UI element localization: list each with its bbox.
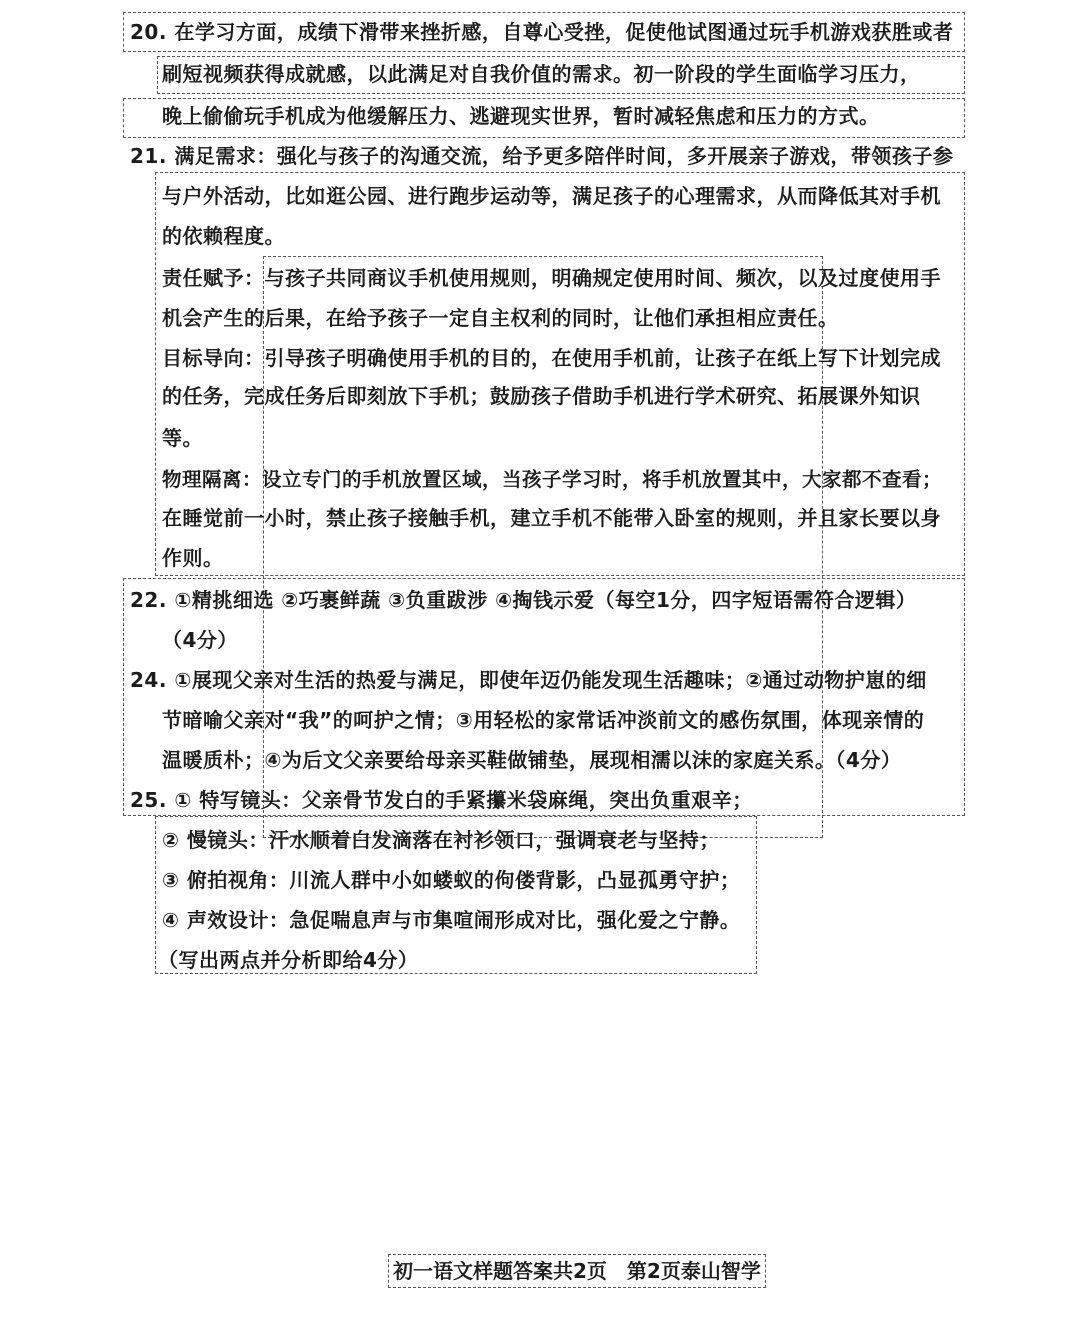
- q21-line6: 目标导向：引导孩子明确使用手机的目的，在使用手机前，让孩子在纸上写下计划完成: [162, 346, 941, 370]
- q24-line3: 温暖质朴；④为后文父亲要给母亲买鞋做铺垫，展现相濡以沫的家庭关系。（4分）: [162, 748, 902, 772]
- q25-line4: ④ 声效设计：急促喘息声与市集喧闹形成对比，强化爱之宁静。: [162, 908, 741, 932]
- page-footer: 初一语文样题答案共2页 第2页泰山智学: [388, 1254, 766, 1288]
- q25-line1: 25. ① 特写镜头：父亲骨节发白的手紧攥米袋麻绳，突出负重艰辛；: [130, 788, 753, 812]
- q24-line2: 节暗喻父亲对“我”的呵护之情；③用轻松的家常话冲淡前文的感伤氛围，体现亲情的: [162, 708, 925, 732]
- q22-line1: 22. ①精挑细选 ②巧裹鲜蔬 ③负重跋涉 ④掏钱示爱（每空1分，四字短语需符合逻辑）: [130, 588, 917, 612]
- q21-line10: 在睡觉前一小时，禁止孩子接触手机，建立手机不能带入卧室的规则，并且家长要以身: [162, 506, 941, 530]
- q25-line3: ③ 俯拍视角：川流人群中小如蝼蚁的佝偻背影，凸显孤勇守护；: [162, 868, 741, 892]
- q21-line3: 的依赖程度。: [162, 224, 285, 248]
- q20-line3: 晚上偷偷玩手机成为他缓解压力、逃避现实世界，暂时减轻焦虑和压力的方式。: [162, 104, 880, 128]
- q21-line9: 物理隔离：设立专门的手机放置区域，当孩子学习时，将手机放置其中，大家都不查看；: [162, 468, 943, 491]
- q20-line1: 20. 在学习方面，成绩下滑带来挫折感，自尊心受挫，促使他试图通过玩手机游戏获胜或者: [130, 20, 954, 44]
- q24-line1: 24. ①展现父亲对生活的热爱与满足，即使年迈仍能发现生活趣味；②通过动物护崽的细: [130, 668, 927, 692]
- q25-line2: ② 慢镜头：汗水顺着白发滴落在衬衫领口，强调衰老与坚持；: [162, 828, 720, 852]
- q21-line11: 作则。: [162, 546, 224, 570]
- q25-line5: （写出两点并分析即给4分）: [158, 948, 419, 972]
- q21-line7: 的任务，完成任务后即刻放下手机；鼓励孩子借助手机进行学术研究、拓展课外知识: [162, 384, 921, 408]
- q21-line4: 责任赋予：与孩子共同商议手机使用规则，明确规定使用时间、频次，以及过度使用手: [162, 266, 941, 290]
- q22-line2: （4分）: [162, 628, 238, 652]
- q21-line1: 21. 满足需求：强化与孩子的沟通交流，给予更多陪伴时间，多开展亲子游戏，带领孩子参: [130, 144, 954, 168]
- q21-line5: 机会产生的后果，在给予孩子一定自主权利的同时，让他们承担相应责任。: [162, 306, 839, 330]
- q21-line8: 等。: [162, 426, 203, 450]
- q21-line2: 与户外活动，比如逛公园、进行跑步运动等，满足孩子的心理需求，从而降低其对手机: [162, 184, 941, 208]
- q20-line2: 刷短视频获得成就感，以此满足对自我价值的需求。初一阶段的学生面临学习压力，: [162, 62, 921, 86]
